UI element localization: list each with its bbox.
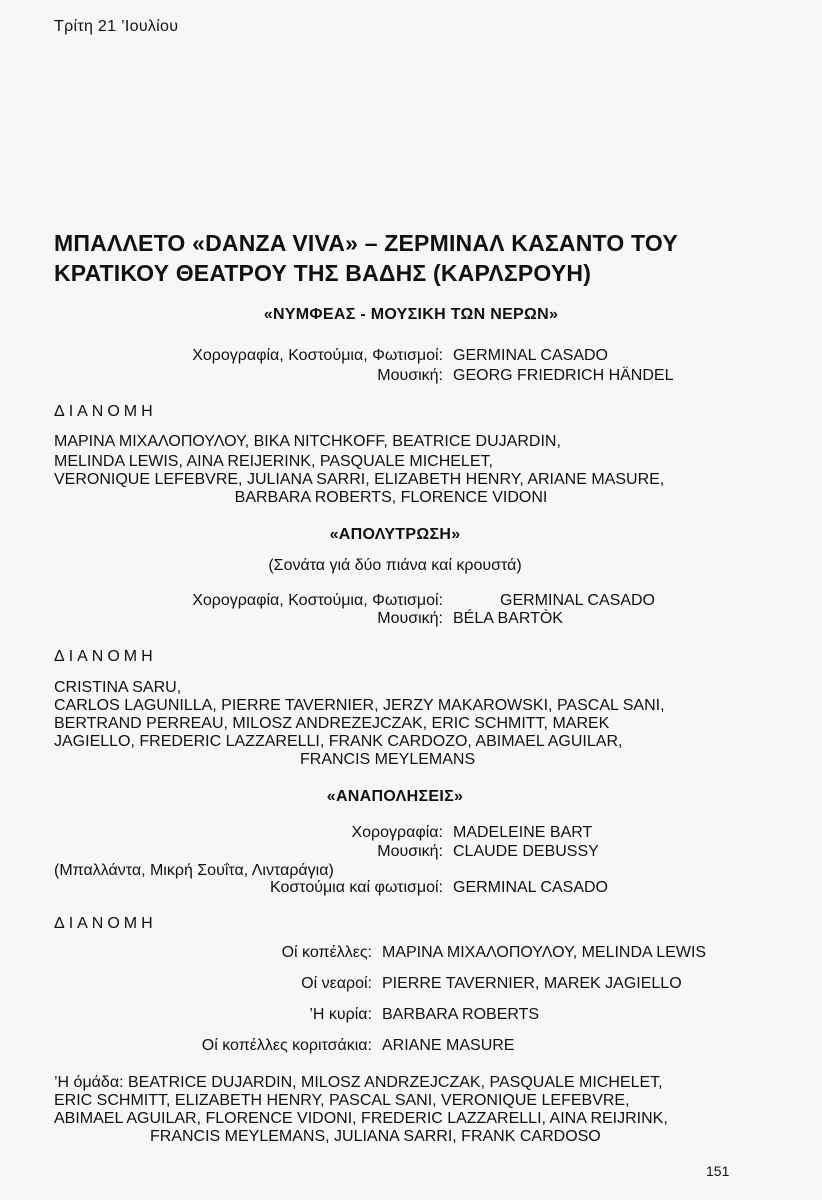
credit-value: GERMINAL CASADO [453,879,608,896]
ensemble-line: ’Η όμάδα: BEATRICE DUJARDIN, MILOSZ ANDRZEJCZAK, PASQUALE MICHELET, [54,1074,663,1091]
page-number: 151 [706,1163,730,1179]
ensemble-line: ERIC SCHMITT, ELIZABETH HENRY, PASCAL SANI, VERONIQUE LEFEBVRE, [54,1092,630,1109]
credit-value: GERMINAL CASADO [453,347,608,364]
role-value: BARBARA ROBERTS [382,1006,540,1023]
cast-heading: ΔΙΑΝΟΜΗ [54,648,157,665]
credit-value: GEORG FRIEDRICH HÄNDEL [453,367,674,384]
piece-title-nymfeas: «ΝΥΜΦΕΑΣ - ΜΟΥΣΙΚΗ ΤΩΝ ΝΕΡΩΝ» [263,306,559,323]
credit-label: Κοστούμια καί φωτισμοί: [269,879,443,896]
credit-value: CLAUDE DEBUSSY [453,843,599,860]
title-line-1: ΜΠΑΛΛΕΤΟ «DANZA VIVA» – ΖΕΡΜΙΝΑΛ ΚΑΣΑΝΤΟ ΤΟΥ [54,230,678,256]
credit-label: Χορογραφία: [351,824,443,841]
cast-line: FRANCIS MEYLEMANS [300,751,476,768]
piece-title-anapoliseis: «ΑΝΑΠΟΛΗΣΕΙΣ» [326,788,464,805]
cast-heading: ΔΙΑΝΟΜΗ [54,403,157,420]
role-label: Οί νεαροί: [301,975,372,992]
credit-value: GERMINAL CASADO [500,592,655,609]
cast-line: VERONIQUE LEFEBVRE, JULIANA SARRI, ELIZABETH HENRY, ARIANE MASURE, [54,471,665,488]
cast-line: CRISTINA SARU, [54,679,182,696]
cast-line: MELINDA LEWIS, AINA REIJERINK, PASQUALE MICHELET, [54,453,493,470]
role-label: Οί κοπέλλες κοριτσάκια: [201,1037,372,1054]
role-value: PIERRE TAVERNIER, MAREK JAGIELLO [382,975,682,992]
credit-value: MADELEINE BART [453,824,593,841]
piece-subtitle: (Σονάτα γιά δύο πιάνα καί κρουστά) [268,557,522,574]
role-label: Οί κοπέλλες: [281,944,372,961]
piece-title-apolytrosi: «ΑΠΟΛΥΤΡΩΣΗ» [329,526,461,543]
ensemble-line: FRANCIS MEYLEMANS, JULIANA SARRI, FRANK CARDOSO [150,1128,601,1145]
cast-line: BARBARA ROBERTS, FLORENCE VIDONI [234,489,548,506]
role-value: ARIANE MASURE [382,1037,515,1054]
cast-line: BERTRAND PERREAU, MILOSZ ANDREZEJCZAK, ERIC SCHMITT, MAREK [54,715,610,732]
cast-line: JAGIELLO, FREDERIC LAZZARELLI, FRANK CARDOZO, ABIMAEL AGUILAR, [54,733,623,750]
cast-heading: ΔΙΑΝΟΜΗ [54,915,157,932]
credit-label: Χορογραφία, Κοστούμια, Φωτισμοί: [192,592,443,609]
title-line-2: ΚΡΑΤΙΚΟΥ ΘΕΑΤΡΟΥ ΤΗΣ ΒΑΔΗΣ (ΚΑΡΛΣΡΟΥΗ) [54,260,592,286]
role-label: ’Η κυρία: [309,1006,372,1023]
role-value: ΜΑΡΙΝΑ ΜΙΧΑΛΟΠΟΥΛΟΥ, MELINDA LEWIS [382,944,707,961]
credit-label: Μουσική: [377,843,443,860]
cast-line: ΜΑΡΙΝΑ ΜΙΧΑΛΟΠΟΥΛΟΥ, BIKA NITCHKOFF, BEATRICE DUJARDIN, [54,433,561,450]
credit-label: Χορογραφία, Κοστούμια, Φωτισμοί: [192,347,443,364]
running-header: Τρίτη 21 ’Ιουλίου [54,18,179,35]
program-note: (Μπαλλάντα, Μικρή Σουΐτα, Λινταράγια) [54,862,334,879]
page-title [54,228,678,288]
credit-value: BÉLA BARTÒK [453,610,563,627]
cast-line: CARLOS LAGUNILLA, PIERRE TAVERNIER, JERZY MAKAROWSKI, PASCAL SANI, [54,697,665,714]
ensemble-line: ABIMAEL AGUILAR, FLORENCE VIDONI, FREDERIC LAZZARELLI, AINA REIJRINK, [54,1110,668,1127]
credit-label: Μουσική: [377,367,443,384]
credit-label: Μουσική: [377,610,443,627]
